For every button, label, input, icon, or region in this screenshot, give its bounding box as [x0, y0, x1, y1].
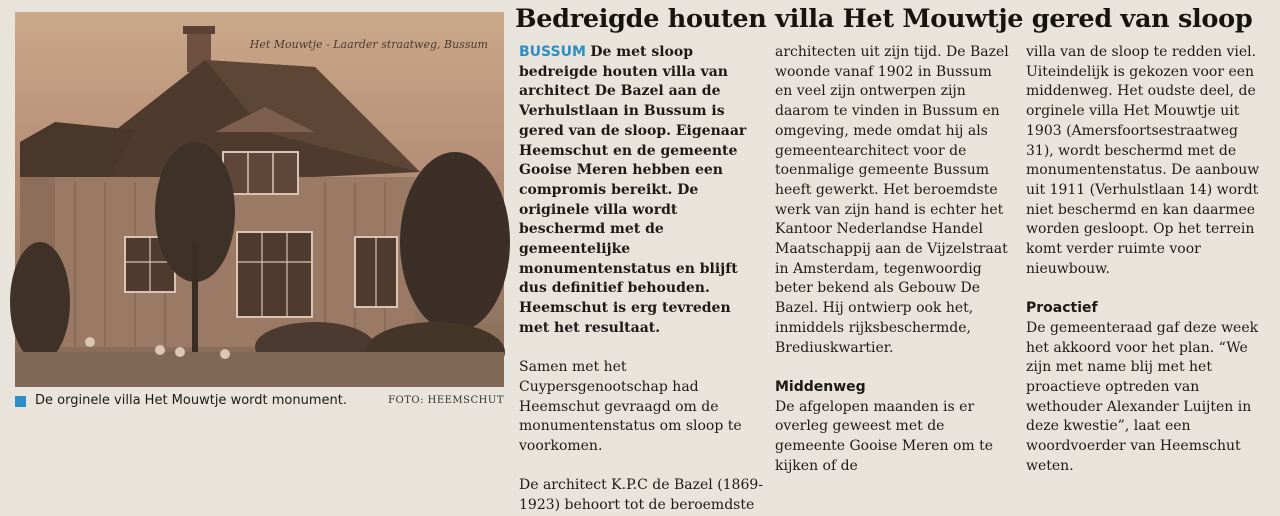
- article-column-3: [1026, 43, 1266, 474]
- paragraph-proactief: De gemeenteraad gaf deze week het akkoord voor het plan. “We zijn met name blij met het proactieve optreden van wethouder Alexander Luijten in deze kwestie”, laat een woordvoerder van Heemschut weten.: [1026, 319, 1259, 474]
- caption-text: De orginele villa Het Mouwtje wordt monument.: [35, 393, 347, 408]
- photo-inscription: Het Mouwtje - Laarder straatweg, Bussum: [249, 38, 488, 51]
- dateline-place: BUSSUM: [519, 44, 586, 60]
- subhead-proactief: Proactief: [1026, 300, 1098, 317]
- caption-marker-icon: [15, 396, 26, 407]
- article-column-2: [775, 43, 1013, 474]
- lead-paragraph: De met sloop bedreigde houten villa van architect De Bazel aan de Verhulstlaan in Bussum is gered van de sloop. Eigenaar Heemschut en de gemeente Gooise Meren hebben een compromis bereikt. De originele villa wordt beschermd met de gemeentelijke monumentenstatus en blijft dus definitief behouden. Heemschut is erg tevreden met het resultaat.: [519, 44, 747, 336]
- paragraph-architect-cont: architecten uit zijn tijd. De Bazel woonde vanaf 1902 in Bussum en veel zijn ontwerpen zijn daarom te vinden in Bussum en omgeving, mede omdat hij als gemeentearchitect voor de toenmalige gemeente Bussum heeft gewerkt. Het beroemdste werk van zijn hand is echter het Kantoor Nederlandse Handel Maatschappij aan de Vijzelstraat in Amsterdam, tegenwoordig beter bekend als Gebouw De Bazel. Hij ontwierp ook het, inmiddels rijksbeschermde, Brediuskwartier.: [775, 44, 1009, 356]
- villa-photo: [15, 12, 504, 387]
- paragraph-middenweg-cont: villa van de sloop te redden viel. Uiteindelijk is gekozen voor een middenweg. Het oudste deel, de orginele villa Het Mouwtje uit 1903 (Amersfoortsestraatweg 31), wordt beschermd met de monumentenstatus. De aanbouw uit 1911 (Verhulstlaan 14) wordt niet beschermd en kan daarmee worden gesloopt. Op het terrein komt verder ruimte voor nieuwbouw.: [1026, 44, 1260, 277]
- article-headline: Bedreigde houten villa Het Mouwtje gered van sloop: [515, 4, 1253, 34]
- paragraph-middenweg-start: De afgelopen maanden is er overleg geweest met de gemeente Gooise Meren om te kijken of de: [775, 398, 994, 474]
- villa-illustration: [15, 12, 504, 387]
- paragraph-cuypers: Samen met het Cuypersgenootschap had Heemschut gevraagd om de monumentenstatus om sloop te voorkomen.: [519, 359, 742, 455]
- paragraph-architect-start: De architect K.P.C de Bazel (1869-1923) behoort tot de beroemdste: [519, 477, 764, 514]
- subhead-middenweg: Middenweg: [775, 378, 866, 395]
- photo-credit: FOTO: HEEMSCHUT: [388, 395, 504, 406]
- article-column-1: [519, 43, 764, 514]
- photo-caption: [15, 392, 504, 412]
